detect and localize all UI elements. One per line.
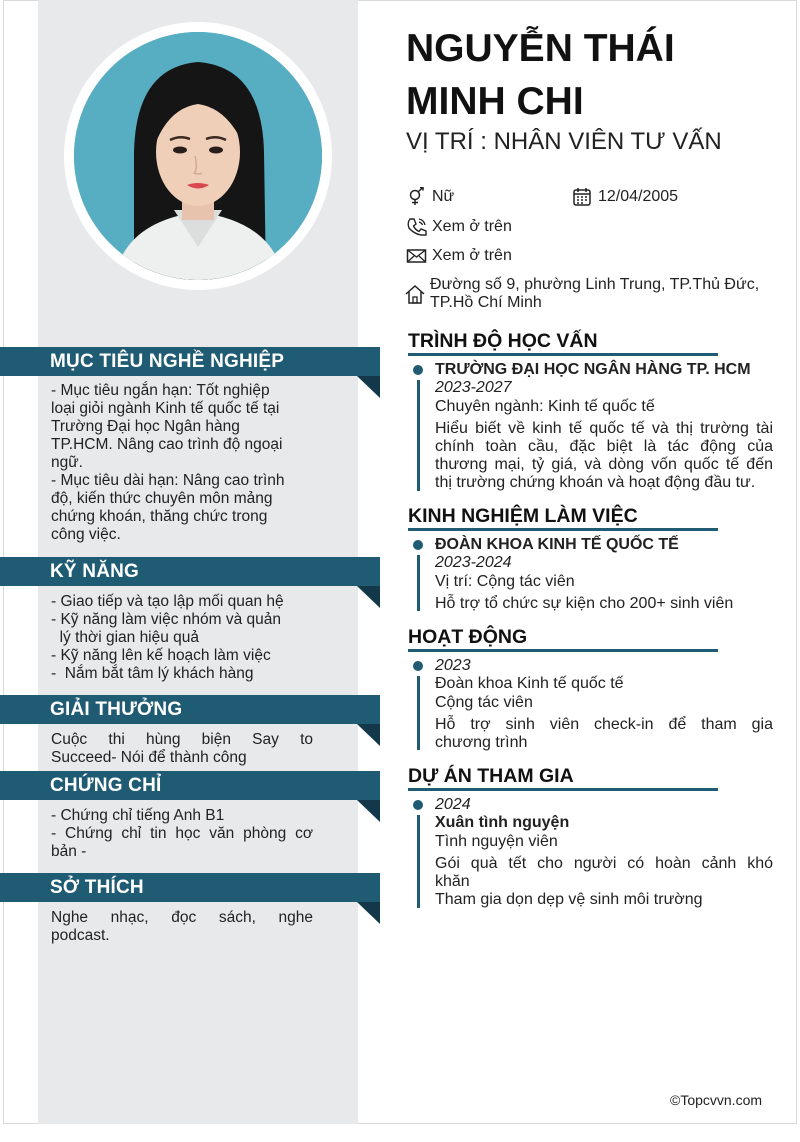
address-value [430,276,759,312]
education-timeline [417,380,420,491]
period-text: 2023-2024 [435,554,512,571]
experience-title: KINH NGHIỆM LÀM VIỆC [408,505,638,527]
skill-item: - Giao tiếp và tạo lập mối quan hệ [51,593,284,610]
skill-item: - Kỹ năng làm việc nhóm và quản [51,611,282,628]
experience-description [435,595,773,613]
activities-bullet [413,661,423,671]
education-bullet [413,365,423,375]
experience-underline [408,528,718,531]
projects-role [435,833,773,851]
hobby-line: podcast. [51,927,110,944]
projects-underline [408,788,718,791]
role-text: Vị trí: Cộng tác viên [435,573,575,590]
skills-title: KỸ NĂNG [50,561,140,582]
gender-icon [406,187,428,207]
certificate-line: - Chứng chỉ tin học văn phòng cơ [51,825,313,842]
skills-header [0,557,380,586]
projects-description [435,855,773,891]
projects-bullet [413,800,423,810]
projects-name [435,814,773,832]
objective-line: loại giỏi ngành Kinh tế quốc tế tại [51,400,280,417]
email-value: Xem ở trên [432,247,512,264]
email-row [406,246,512,266]
education-description [435,420,773,492]
objective-title: MỤC TIÊU NGHỀ NGHIỆP [50,351,285,372]
skills-text [51,593,313,683]
skill-item: - Kỹ năng lên kế hoạch làm việc [51,647,271,664]
awards-text [51,731,313,767]
objective-line: TP.HCM. Nâng cao trình độ ngoại [51,436,283,453]
activities-timeline [417,676,420,750]
education-desc-line: thị trường chứng khoán và hoạt động đầu tư. [435,474,756,491]
hobbies-header-fold [357,902,380,924]
objective-header [0,347,380,376]
objective-line: chứng khoán, thăng chức trong [51,508,268,525]
period-text: 2023 [435,657,471,674]
awards-title: GIẢI THƯỞNG [50,699,183,720]
education-major [435,398,773,416]
activities-title: HOẠT ĐỘNG [408,626,528,648]
projects-timeline [417,815,420,908]
role-text: Tình nguyện viên [435,833,558,850]
experience-bullet [413,540,423,550]
activities-desc-line: Hỗ trợ sinh viên check-in để tham gia [435,716,773,733]
education-underline [408,353,718,356]
project-name: Xuân tình nguyện [435,814,570,831]
projects-period [435,796,773,814]
phone-icon [406,217,428,237]
org-name: Đoàn khoa Kinh tế quốc tế [435,675,624,692]
objective-line: - Mục tiêu dài hạn: Nâng cao trình [51,472,285,489]
education-desc-line: Hiểu biết về kinh tế quốc tế và thị trường tài [435,420,773,437]
objective-header-fold [357,376,380,398]
projects-desc-line: Gói quà tết cho người có hoàn cảnh khó [435,855,773,872]
objective-line: độ, kiến thức chuyên môn mảng [51,490,273,507]
skill-item: - Nắm bắt tâm lý khách hàng [51,665,254,682]
objective-line: ngữ. [51,454,83,471]
education-school [435,361,773,379]
candidate-name [406,22,675,128]
activities-description [435,716,773,752]
period-text: 2023-2027 [435,379,512,396]
projects-extra [435,891,773,909]
major-text: Chuyên ngành: Kinh tế quốc tế [435,398,655,415]
activities-role [435,694,773,712]
certificate-line: bản - [51,843,87,860]
award-line: Succeed- Nói để thành công [51,749,247,766]
role-text: Cộng tác viên [435,694,533,711]
education-desc-line: chính toàn cầu, đặc biệt là tác động của [435,438,773,455]
name-line: MINH CHI [406,80,584,123]
experience-period [435,554,773,572]
objective-line: Trường Đại học Ngân hàng [51,418,240,435]
name-line: NGUYỄN THÁI [406,27,675,70]
org-name: ĐOÀN KHOA KINH TẾ QUỐC TẾ [435,536,679,553]
hobbies-title: SỞ THÍCH [50,877,144,898]
portrait-illustration [74,32,322,280]
job-position: VỊ TRÍ : NHÂN VIÊN TƯ VẤN [406,128,722,155]
awards-header-fold [357,724,380,746]
certificates-header-fold [357,800,380,822]
footer-credit: ©Topcvvn.com [670,1092,763,1108]
award-line: Cuộc thi hùng biện Say to [51,731,313,748]
objective-line: - Mục tiêu ngắn hạn: Tốt nghiệp [51,382,270,399]
gender-row [406,187,454,207]
projects-title: DỰ ÁN THAM GIA [408,765,574,787]
awards-header [0,695,380,724]
mail-icon [406,246,428,266]
activities-org [435,675,773,693]
phone-value: Xem ở trên [432,218,512,235]
experience-desc-text: Hỗ trợ tổ chức sự kiện cho 200+ sinh viên [435,595,734,612]
avatar-photo [74,32,322,280]
hobbies-header [0,873,380,902]
phone-row [406,217,512,237]
activities-desc-line: chương trình [435,734,528,751]
gender-value: Nữ [432,188,455,205]
education-desc-line: thương mại, tỷ giá, và dòng vốn quốc tế đến [435,456,773,473]
projects-desc-line: khăn [435,873,470,890]
experience-org [435,536,773,554]
certificates-text [51,807,313,861]
education-title: TRÌNH ĐỘ HỌC VẤN [408,330,598,352]
objective-line: công việc. [51,526,121,543]
period-text: 2024 [435,796,471,813]
school-name: TRƯỜNG ĐẠI HỌC NGÂN HÀNG TP. HCM [435,361,751,378]
hobbies-text [51,909,313,945]
experience-timeline [417,555,420,611]
certificates-title: CHỨNG CHỈ [50,775,162,796]
address-line: TP.Hồ Chí Minh [430,294,542,311]
home-icon [404,283,426,305]
activities-underline [408,649,718,652]
certificate-line: - Chứng chỉ tiếng Anh B1 [51,807,225,824]
certificates-header [0,771,380,800]
hobby-line: Nghe nhạc, đọc sách, nghe [51,909,313,926]
education-period [435,379,773,397]
skills-header-fold [357,586,380,608]
birthday-value: 12/04/2005 [598,188,679,205]
activities-period [435,657,773,675]
avatar-frame [64,22,332,290]
address-line: Đường số 9, phường Linh Trung, TP.Thủ Đức, [430,276,760,293]
experience-role [435,573,773,591]
projects-extra-text: Tham gia dọn dẹp vệ sinh môi trường [435,891,703,908]
objective-text [51,382,313,544]
calendar-icon [572,187,594,207]
skill-item: lý thời gian hiệu quả [51,629,200,646]
birthday-row [572,187,678,207]
